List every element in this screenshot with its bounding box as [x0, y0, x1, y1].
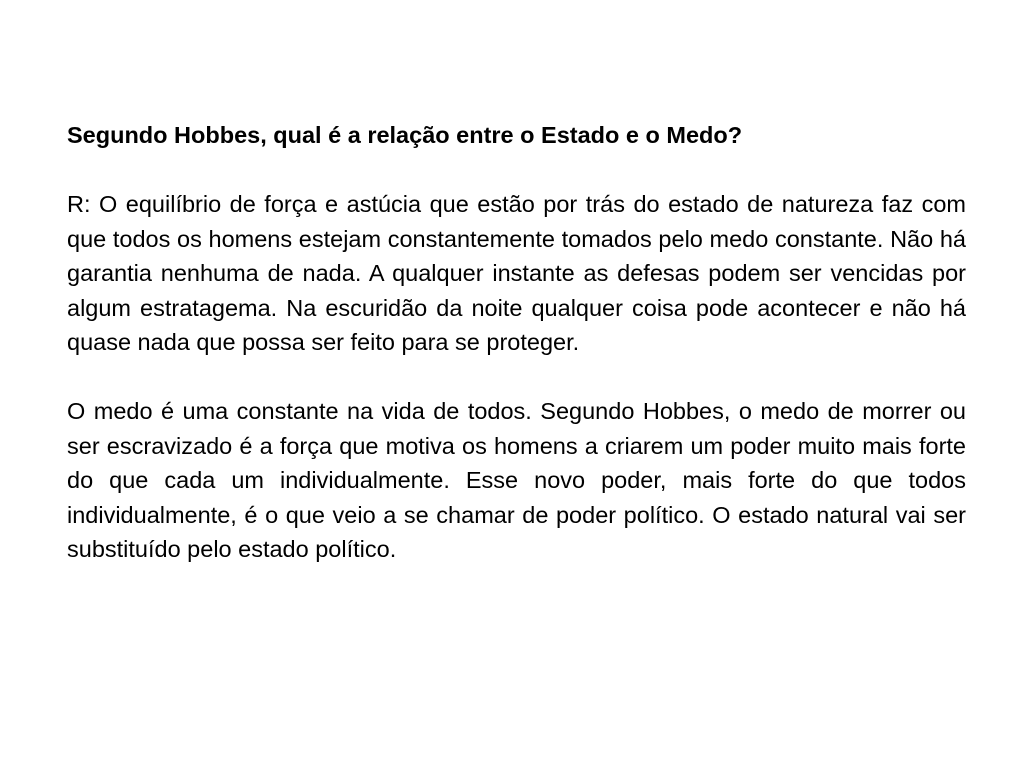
question-heading: Segundo Hobbes, qual é a relação entre o Estado e o Medo?	[67, 122, 743, 148]
spacer	[67, 153, 966, 188]
spacer	[67, 360, 966, 395]
slide-content	[67, 118, 966, 567]
answer-paragraph-2: O medo é uma constante na vida de todos. Segundo Hobbes, o medo de morrer ou ser escravizado é a força que motiva os homens a criarem um poder muito mais forte do que cada um individualmente. Esse novo poder, mais forte do que todos individualmente, é o que veio a se chamar de poder político. O estado natural vai ser substituído pelo estado político.	[67, 398, 966, 562]
answer-paragraph-1: R: O equilíbrio de força e astúcia que estão por trás do estado de natureza faz com que todos os homens estejam constantemente tomados pelo medo constante. Não há garantia nenhuma de nada. A qualquer instante as defesas podem ser vencidas por algum estratagema. Na escuridão da noite qualquer coisa pode acontecer e não há quase nada que possa ser feito para se proteger.	[67, 191, 966, 355]
